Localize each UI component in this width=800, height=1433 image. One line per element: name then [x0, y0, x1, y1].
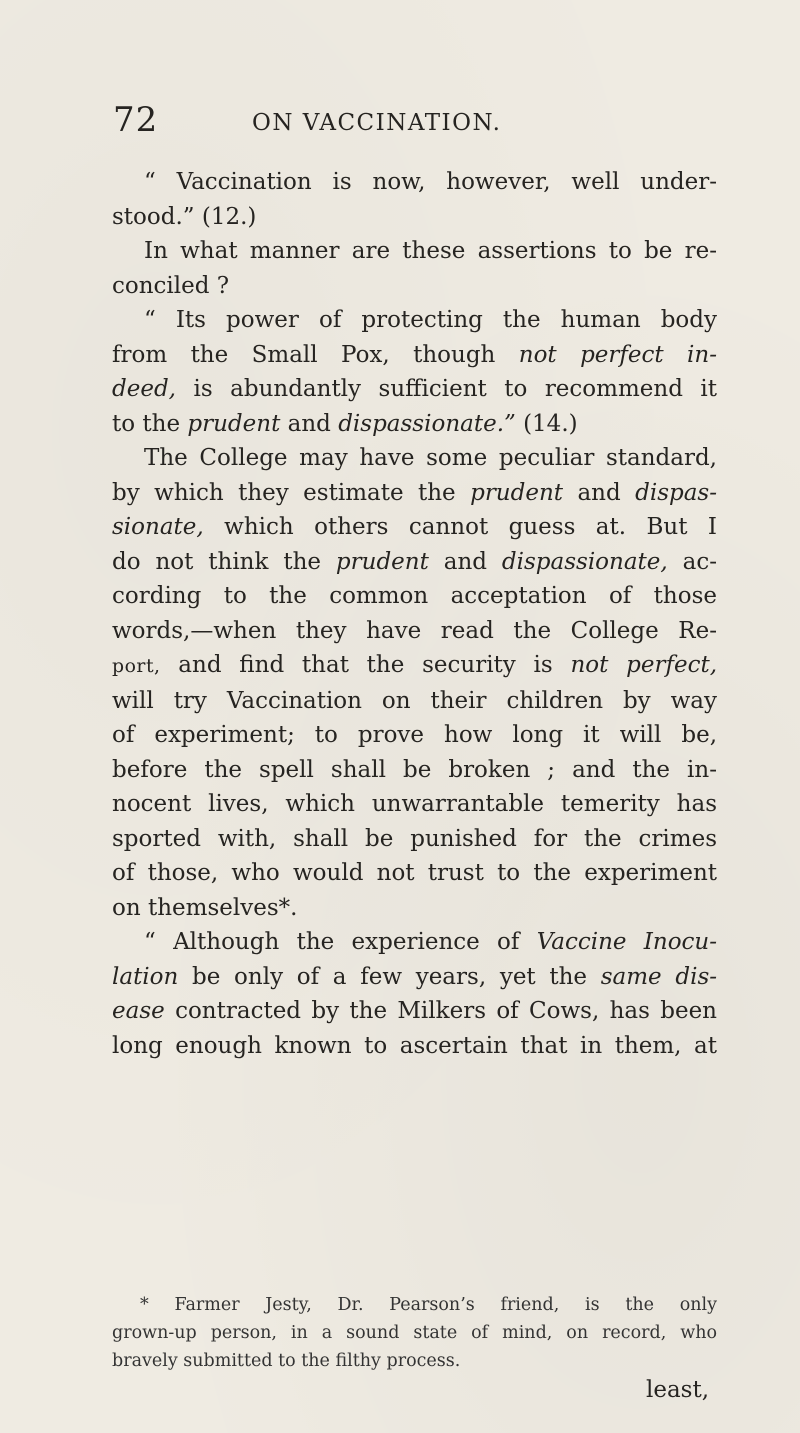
- text-line-12: do not think the prudent and dispassionate, ac-: [112, 548, 718, 575]
- italic-dispassionate: dispassionate.”: [338, 410, 516, 437]
- text-line-10: by which they estimate the prudent and dispas-: [112, 479, 718, 506]
- smallcaps-port: port,: [112, 655, 161, 677]
- text-line-7: deed, is abundantly sufficient to recommend it: [112, 376, 718, 402]
- footnote-line-3: bravely submitted to the filthy process.: [112, 1351, 461, 1371]
- text-line-6: from the Small Pox, though not perfect in-: [112, 341, 717, 368]
- footnote-marker: *: [140, 1295, 149, 1315]
- italic-deed: deed,: [112, 376, 176, 402]
- text-line-23: “ Although the experience of Vaccine Inocu-: [144, 929, 718, 955]
- text-line-8: to the prudent and dispassionate.” (14.): [112, 410, 578, 437]
- italic-not-perfect: not perfect,: [570, 652, 718, 678]
- text-line-1: “ Vaccination is now, however, well under-: [144, 169, 717, 195]
- text-line-18: before the spell shall be broken ; and the in-: [112, 756, 717, 783]
- catchword: least,: [646, 1377, 710, 1403]
- italic-prudent: prudent: [187, 410, 281, 437]
- text-line-13: cording to the common acceptation of those: [112, 583, 717, 609]
- text-line-22: on themselves*.: [112, 894, 298, 921]
- text-line-26: long enough known to ascertain that in them, at: [112, 1032, 717, 1059]
- footnote: [112, 1291, 717, 1375]
- italic-not-perfect: not perfect in-: [518, 341, 717, 368]
- text-line-14: words,—when they have read the College Re-: [112, 617, 717, 644]
- text-line-11: sionate, which others cannot guess at. But I: [112, 514, 717, 540]
- text-line-24: lation be only of a few years, yet the same dis-: [112, 963, 718, 990]
- italic-sionate: sionate,: [112, 514, 204, 540]
- italic-dispassionate: dispassionate,: [501, 548, 668, 575]
- footnote-line-1: * Farmer Jesty, Dr. Pearson’s friend, is the only: [140, 1295, 717, 1315]
- text-line-2: stood.” (12.): [112, 203, 257, 230]
- text-line-17: of experiment; to prove how long it will be,: [112, 722, 717, 748]
- italic-same-dis: same dis-: [600, 963, 718, 990]
- italic-prudent: prudent: [470, 479, 564, 506]
- text-line-19: nocent lives, which unwarrantable temerity has: [112, 791, 717, 817]
- text-line-21: of those, who would not trust to the experiment: [112, 860, 717, 886]
- page-number: 72: [113, 100, 159, 140]
- text-line-15: port, and find that the security is not perfect,: [112, 652, 718, 678]
- italic-lation: lation: [112, 963, 179, 990]
- italic-prudent: prudent: [335, 548, 429, 575]
- text-line-25: ease contracted by the Milkers of Cows, has been: [112, 998, 717, 1024]
- footnote-line-2: grown-up person, in a sound state of mind, on record, who: [112, 1323, 717, 1343]
- italic-dispas: dispas-: [635, 479, 718, 506]
- text-line-4: conciled ?: [112, 272, 230, 299]
- italic-vaccine-inocu: Vaccine Inocu-: [536, 929, 718, 955]
- text-line-5: “ Its power of protecting the human body: [144, 307, 717, 333]
- text-line-9: The College may have some peculiar standard,: [144, 445, 717, 471]
- text-line-20: sported with, shall be punished for the crimes: [112, 825, 717, 852]
- text-line-3: In what manner are these assertions to be re-: [144, 238, 717, 264]
- running-head: ON VACCINATION.: [252, 110, 502, 136]
- body-text: [112, 165, 717, 1063]
- italic-ease: ease: [112, 998, 165, 1024]
- text-line-16: will try Vaccination on their children by way: [112, 687, 717, 714]
